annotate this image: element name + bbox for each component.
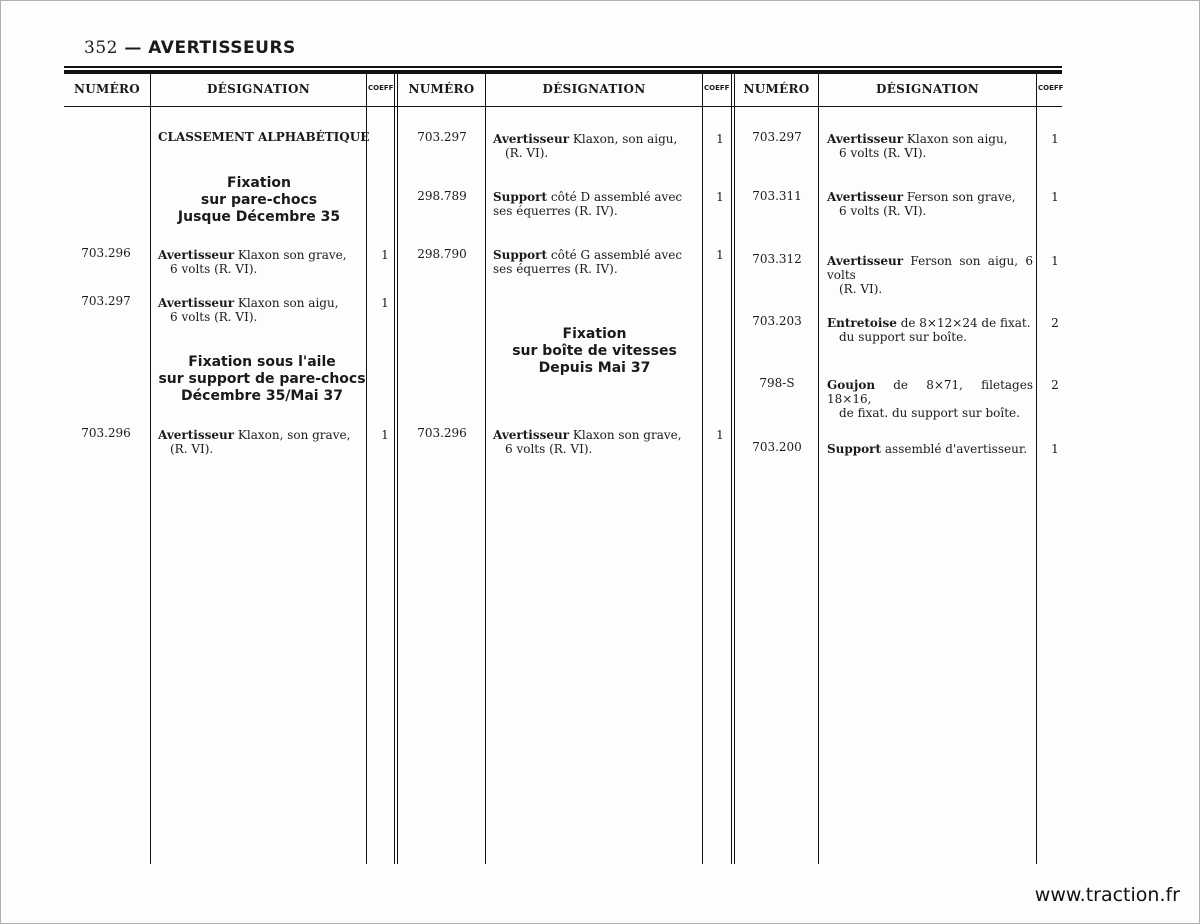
part-designation: Avertisseur Klaxon son aigu, 6 volts (R. VI). — [827, 132, 1008, 160]
header-designation: DÉSIGNATION — [542, 82, 646, 96]
header-coeff: COEFF — [704, 84, 730, 92]
column-divider — [485, 74, 486, 864]
part-quantity: 1 — [381, 296, 389, 310]
part-quantity: 1 — [381, 428, 389, 442]
column-divider — [1036, 74, 1037, 864]
part-number: 703.296 — [81, 246, 131, 260]
part-quantity: 1 — [716, 248, 724, 262]
part-designation: Avertisseur Klaxon son grave, 6 volts (R. VI). — [493, 428, 682, 456]
header-designation: DÉSIGNATION — [876, 82, 979, 96]
part-designation: Support côté G assemblé avec ses équerres (R. IV). — [493, 248, 683, 276]
header-numero: NUMÉRO — [743, 82, 810, 96]
part-designation: Entretoise de 8×12×24 de fixat. du support sur boîte. — [827, 316, 1031, 344]
header-numero: NUMÉRO — [73, 82, 141, 96]
part-designation: Avertisseur Ferson son aigu, 6 volts (R. VI). — [827, 254, 1033, 296]
part-designation: Support côté D assemblé avec ses équerres (R. IV). — [493, 190, 683, 218]
section-title: Fixation sur boîte de vitesses Depuis Mai 37 — [512, 326, 677, 376]
part-quantity: 2 — [1051, 316, 1059, 330]
header-dash: — — [124, 38, 142, 58]
part-number: 703.297 — [752, 130, 802, 144]
part-quantity: 1 — [1051, 190, 1059, 204]
header-coeff: COEFF — [368, 84, 394, 92]
part-quantity: 1 — [381, 248, 389, 262]
part-number: 703.312 — [752, 252, 802, 266]
part-number: 703.200 — [752, 440, 802, 454]
part-designation: Avertisseur Klaxon, son grave, (R. VI). — [158, 428, 351, 456]
column-divider — [818, 74, 819, 864]
page-title: AVERTISSEURS — [148, 38, 296, 58]
part-quantity: 1 — [1051, 442, 1059, 456]
part-number: 703.203 — [752, 314, 802, 328]
classification-heading: CLASSEMENT ALPHABÉTIQUE — [158, 130, 370, 144]
header-rule-top — [64, 66, 1062, 68]
part-quantity: 1 — [716, 428, 724, 442]
part-number: 298.789 — [417, 189, 467, 203]
header-designation: DÉSIGNATION — [207, 82, 310, 96]
part-quantity: 1 — [716, 190, 724, 204]
part-designation: Avertisseur Klaxon son aigu, 6 volts (R. VI). — [158, 296, 339, 324]
part-quantity: 1 — [716, 132, 724, 146]
column-divider-double — [394, 74, 398, 864]
site-watermark: www.traction.fr — [1034, 884, 1180, 906]
column-divider — [366, 74, 367, 864]
part-number: 703.296 — [81, 426, 131, 440]
part-quantity: 2 — [1051, 378, 1059, 392]
part-number: 703.297 — [417, 130, 467, 144]
part-number: 798-S — [759, 376, 795, 390]
page-header — [84, 38, 296, 58]
part-quantity: 1 — [1051, 254, 1059, 268]
header-rule-bottom — [64, 106, 1062, 107]
part-number: 703.297 — [81, 294, 131, 308]
part-number: 703.311 — [752, 189, 802, 203]
part-designation: Avertisseur Ferson son grave, 6 volts (R. VI). — [827, 190, 1016, 218]
part-designation: Support assemblé d'avertisseur. — [827, 442, 1028, 456]
part-designation: Goujon de 8×71, filetages 18×16, de fixat. du support sur boîte. — [827, 378, 1033, 420]
column-divider — [702, 74, 703, 864]
header-rule-thick — [64, 70, 1062, 74]
part-designation: Avertisseur Klaxon son grave, 6 volts (R. VI). — [158, 248, 347, 276]
part-quantity: 1 — [1051, 132, 1059, 146]
column-divider — [150, 74, 151, 864]
section-title: Fixation sous l'aile sur support de pare-chocs Décembre 35/Mai 37 — [158, 354, 366, 404]
page-number: 352 — [84, 38, 118, 58]
header-numero: NUMÉRO — [408, 82, 475, 96]
part-designation: Avertisseur Klaxon, son aigu, (R. VI). — [493, 132, 678, 160]
header-coeff: COEFF — [1038, 84, 1064, 92]
part-number: 298.790 — [417, 247, 467, 261]
part-number: 703.296 — [417, 426, 467, 440]
section-title: Fixation sur pare-chocs Jusque Décembre 35 — [177, 175, 341, 225]
